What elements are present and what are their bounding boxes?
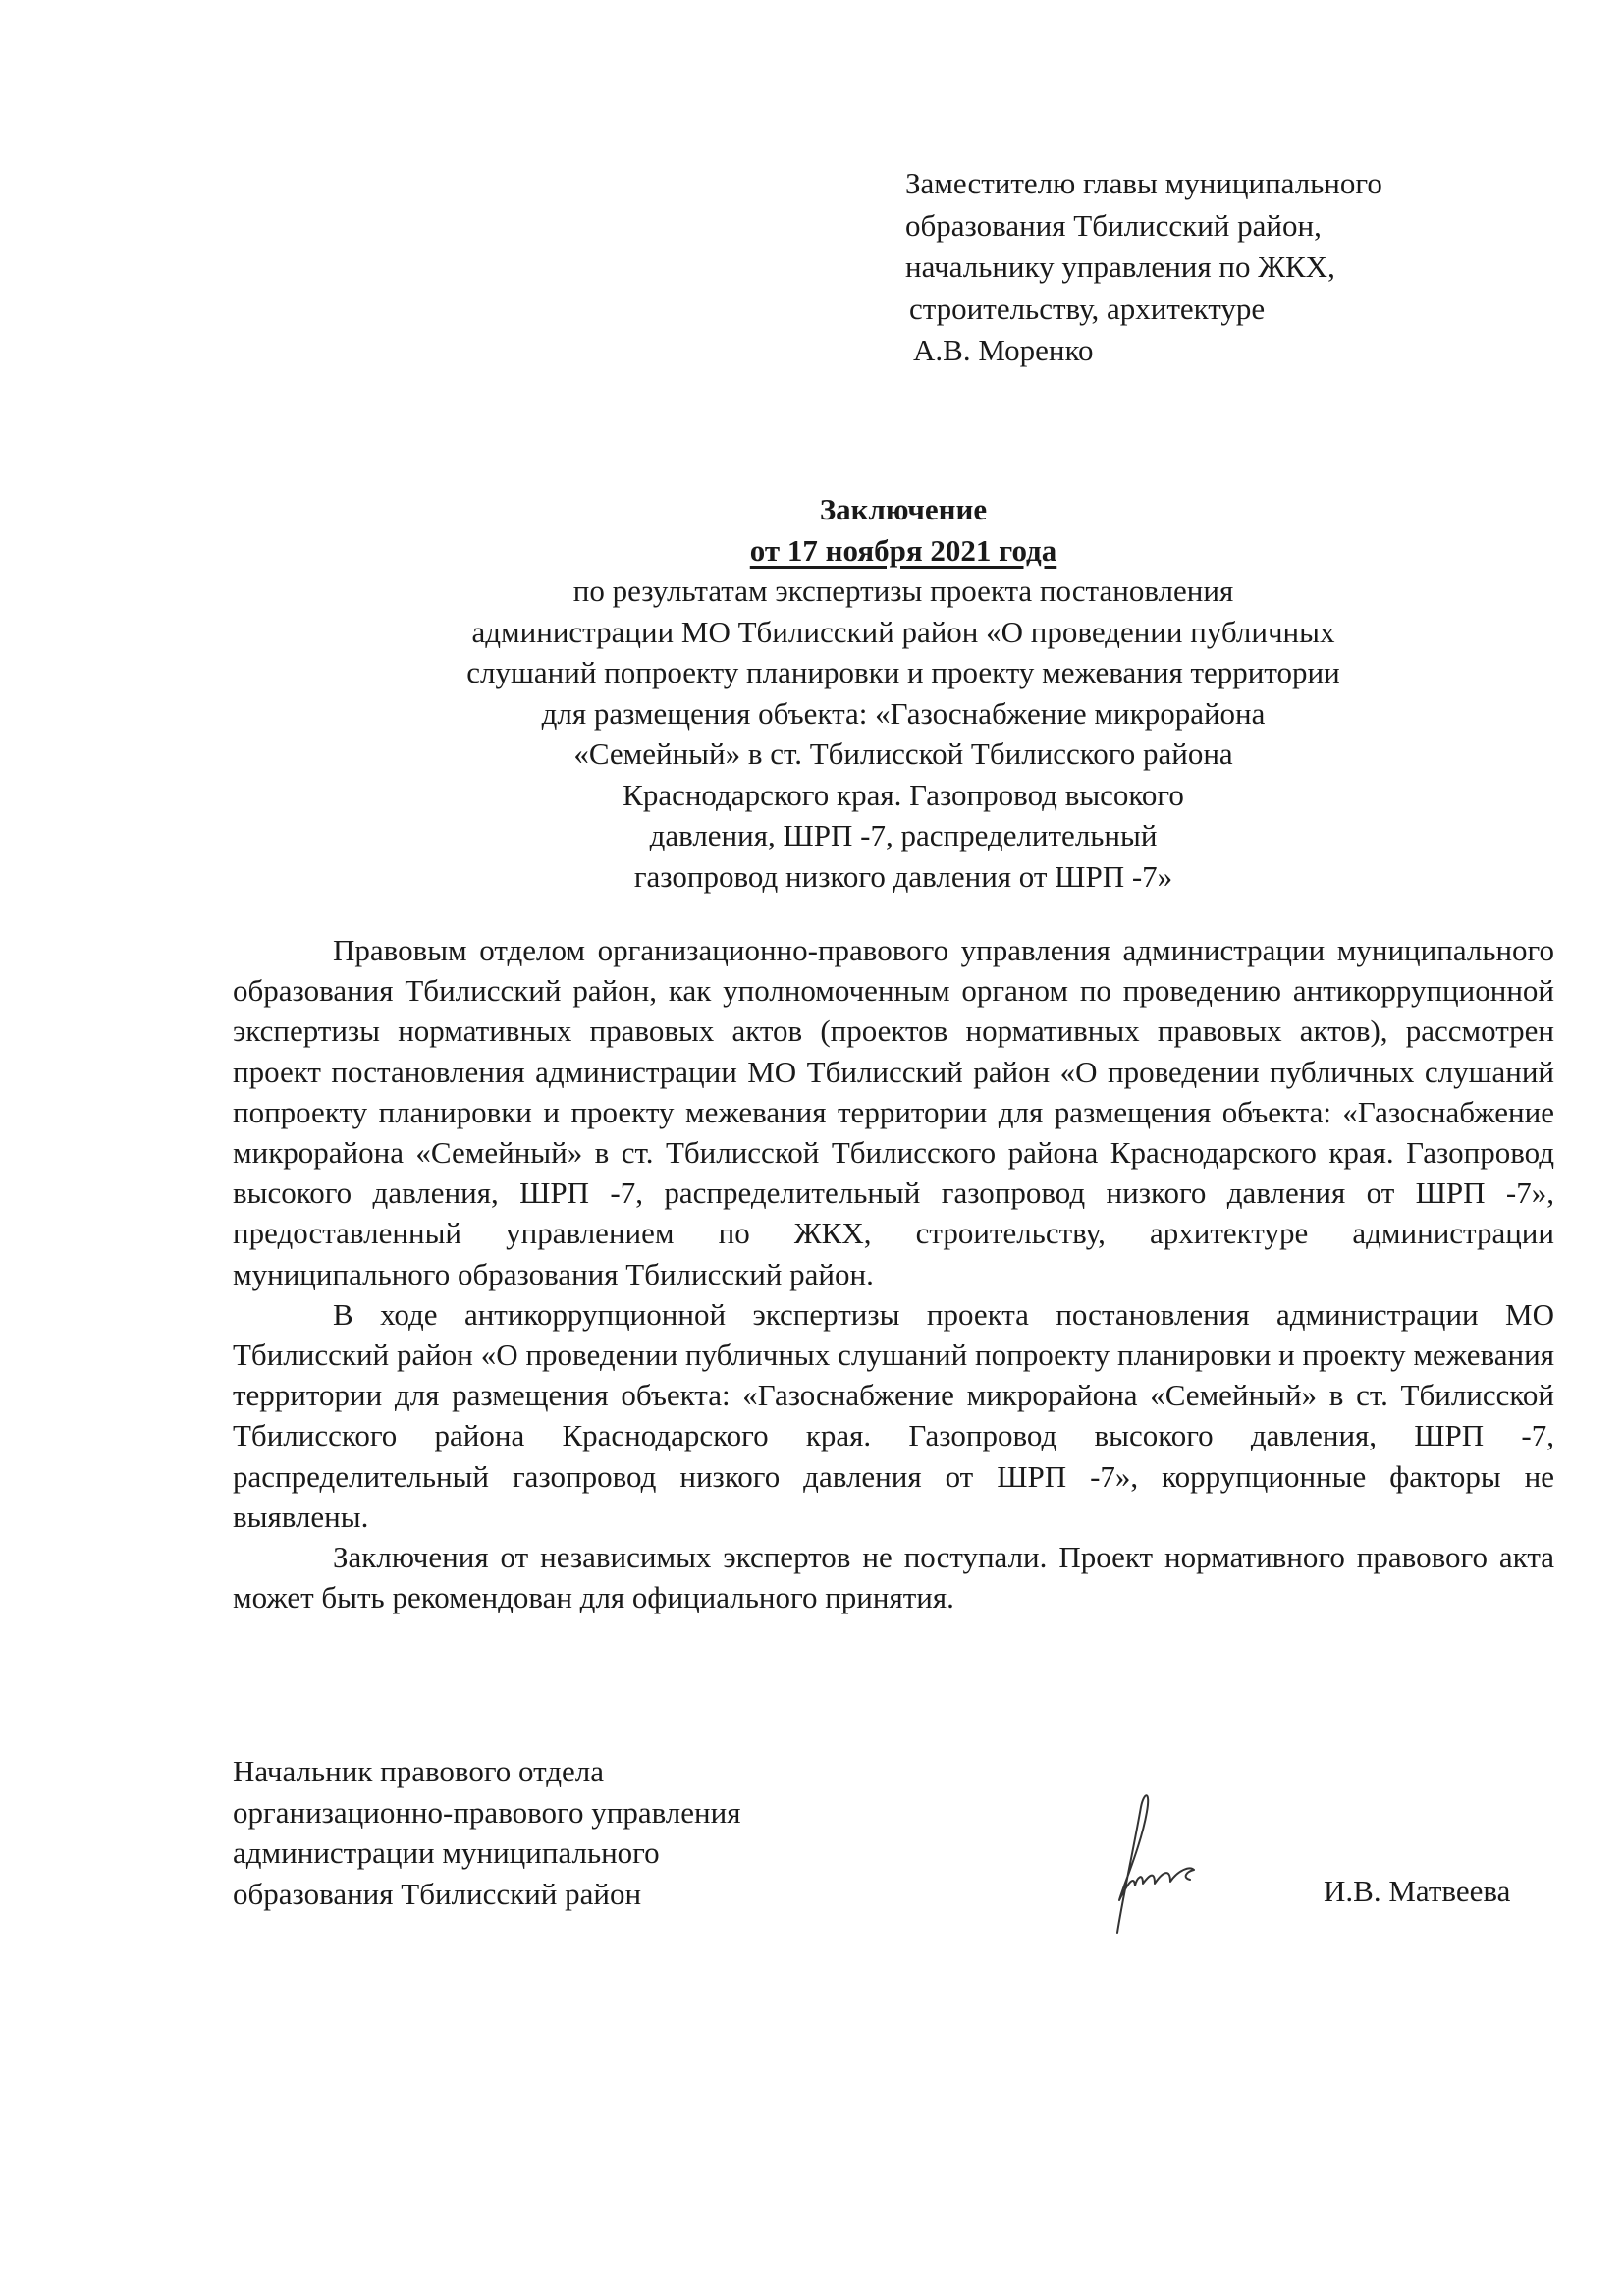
document-date: от 17 ноября 2021 года (749, 532, 1057, 568)
subject-line: по результатам экспертизы проекта постановления (572, 574, 1234, 608)
addressee-name: А.В. Моренко (913, 333, 1094, 367)
subject-line: Краснодарского края. Газопровод высокого (623, 777, 1184, 812)
addressee-line: образования Тбилисский район, (905, 207, 1322, 243)
subject-line: «Семейный» в ст. Тбилисской Тбилисского района (573, 737, 1233, 771)
addressee-line: начальнику управления по ЖКХ, (905, 249, 1335, 284)
position-line: Начальник правового отдела (233, 1754, 605, 1788)
position-line: образования Тбилисский район (233, 1876, 642, 1911)
subject-line: для размещения объекта: «Газоснабжение микрорайона (541, 695, 1266, 731)
body-paragraph: Правовым отделом организационно-правового управления администрации муниципального образования Тбилисский район, как уполномоченным органом по проведению антикоррупционной экспертизы нормативных правовых актов (проектов нормативных правовых актов), рассмотрен проект постановления администрации МО Тбилисский район «О проведении публичных слушаний попроекту планировки и проекту межевания территории для размещения объекта: «Газоснабжение микрорайона «Семейный» в ст. Тбилисской Тбилисского района Краснодарского края. Газопровод высокого давления, ШРП -7, распределительный газопровод низкого давления от ШРП -7», предоставленный управлением по ЖКХ, строительству, архитектуре администрации муниципального образования Тбилисский район. (233, 933, 1554, 1291)
addressee-block (905, 163, 1514, 372)
signature-stroke (1117, 1795, 1194, 1933)
position-line: организационно-правового управления (233, 1794, 741, 1830)
addressee-line: Заместителю главы муниципального (905, 166, 1382, 200)
position-line: администрации муниципального (233, 1835, 660, 1870)
document-heading: Заключение (819, 492, 988, 526)
signatory-name: И.В. Матвеева (1324, 1874, 1511, 1908)
addressee-line: строительству, архитектуре (909, 291, 1266, 326)
document-body (233, 930, 1554, 1617)
subject-line: давления, ШРП -7, распределительный (649, 818, 1158, 852)
body-paragraph: В ходе антикоррупционной экспертизы проекта постановления администрации МО Тбилисский район «О проведении публичных слушаний попроекту планировки и проекту межевания территории для размещения объекта: «Газоснабжение микрорайона «Семейный» в ст. Тбилисской Тбилисского района Краснодарского края. Газопровод высокого давления, ШРП -7, распределительный газопровод низкого давления от ШРП -7», коррупционные факторы не выявлены. (233, 1296, 1554, 1534)
signatory-position (233, 1751, 740, 1914)
subject-line: слушаний попроекту планировки и проекту межевания территории (466, 655, 1340, 689)
document-title-block (353, 489, 1453, 897)
handwritten-signature (1080, 1787, 1247, 1935)
subject-line: администрации МО Тбилисский район «О проведении публичных (471, 614, 1335, 649)
subject-line: газопровод низкого давления от ШРП -7» (633, 858, 1173, 894)
body-paragraph: Заключения от независимых экспертов не поступали. Проект нормативного правового акта может быть рекомендован для официального принятия. (233, 1540, 1554, 1615)
